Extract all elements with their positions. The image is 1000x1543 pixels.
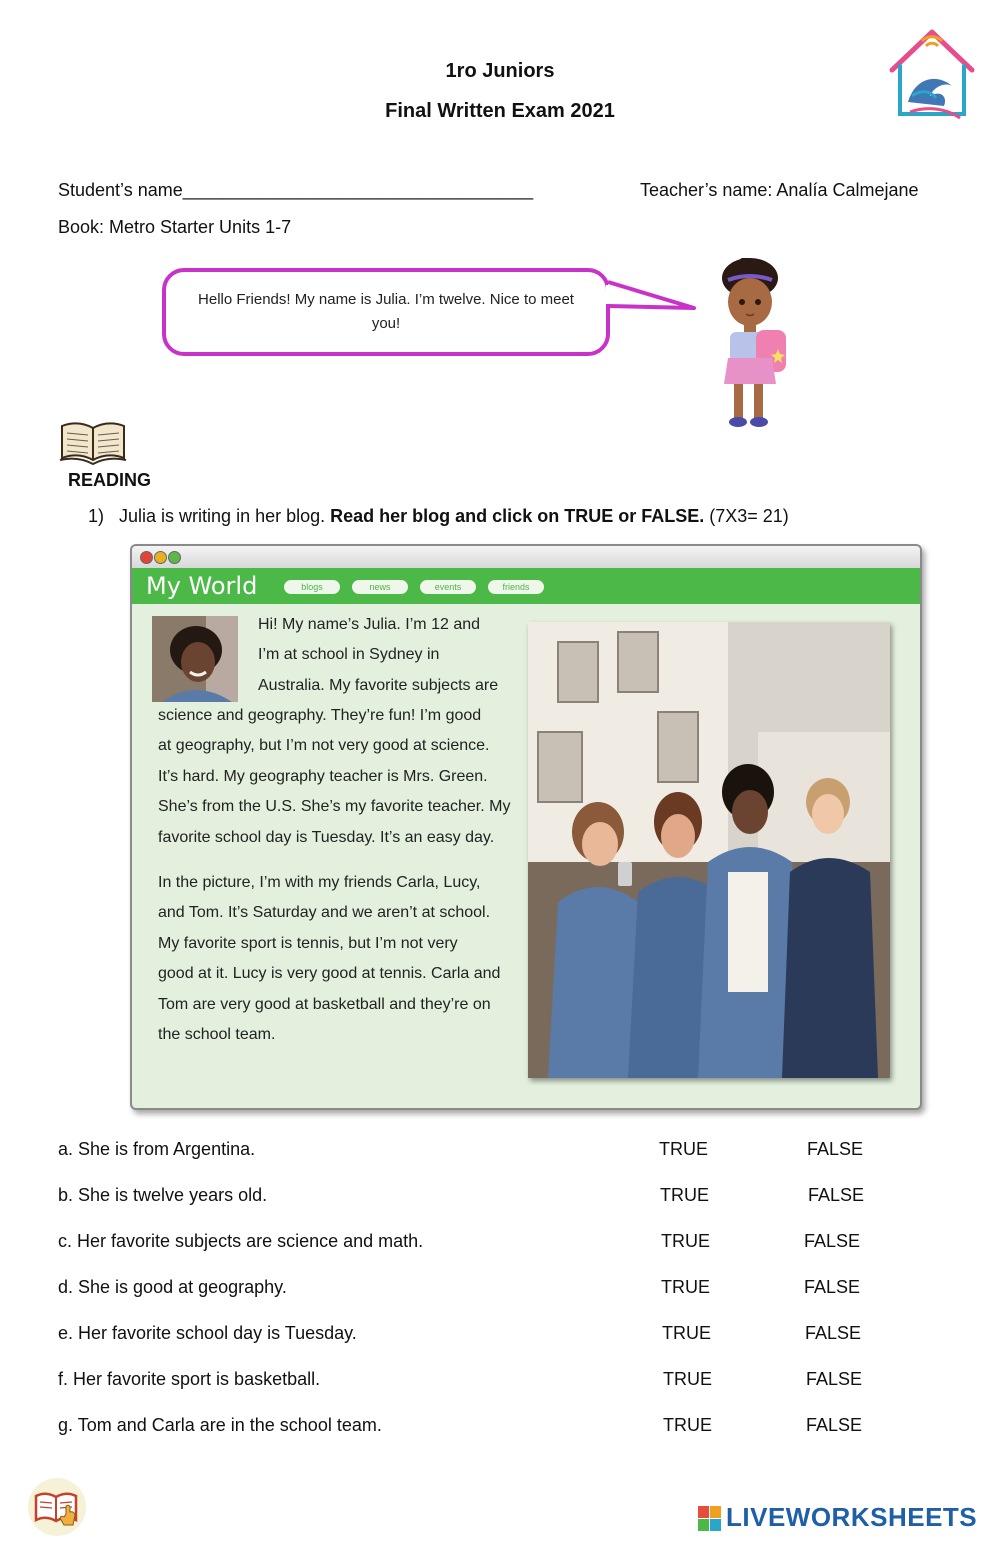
liveworksheets-brand: LIVEWORKSHEETS xyxy=(726,1502,978,1532)
false-option[interactable]: FALSE xyxy=(804,1277,861,1297)
friends-photo xyxy=(528,622,890,1078)
maximize-dot-icon xyxy=(168,551,181,564)
false-option[interactable]: FALSE xyxy=(807,1139,864,1159)
nav-news[interactable]: news xyxy=(352,580,408,594)
liveworksheets-badge-icon xyxy=(698,1506,722,1532)
teacher-name: Teacher’s name: Analía Calmejane xyxy=(640,180,919,200)
question-number: 1) xyxy=(88,506,105,526)
student-name-field: Student’s name___________________________________ xyxy=(58,180,534,200)
blog-site-title: My World xyxy=(146,572,258,600)
nav-blogs[interactable]: blogs xyxy=(284,580,340,594)
blog-line: Hi! My name’s Julia. I’m 12 and xyxy=(258,616,481,633)
true-option[interactable]: TRUE xyxy=(663,1369,712,1389)
speech-bubble xyxy=(162,268,610,356)
nav-events[interactable]: events xyxy=(420,580,476,594)
true-option[interactable]: TRUE xyxy=(662,1323,711,1343)
reading-heading: READING xyxy=(68,470,152,490)
blog-line: good at it. Lucy is very good at tennis. Carla and xyxy=(158,965,501,983)
false-option[interactable]: FALSE xyxy=(805,1323,862,1343)
close-dot-icon xyxy=(140,551,153,564)
question-c: c. Her favorite subjects are science and math. xyxy=(58,1231,424,1251)
question-a: a. She is from Argentina. xyxy=(58,1139,256,1159)
false-option[interactable]: FALSE xyxy=(806,1369,863,1389)
blog-line: Tom are very good at basketball and they’re on xyxy=(158,995,491,1013)
true-option[interactable]: TRUE xyxy=(661,1277,710,1297)
blog-line: and Tom. It’s Saturday and we aren’t at school. xyxy=(158,904,491,922)
blog-intro xyxy=(258,610,498,701)
blog-line: the school team. xyxy=(158,1026,276,1044)
book-info: Book: Metro Starter Units 1-7 xyxy=(58,217,292,237)
speech-bubble-tail xyxy=(606,276,698,318)
question-e: e. Her favorite school day is Tuesday. xyxy=(58,1323,357,1343)
question-points: (7X3= 21) xyxy=(709,506,789,526)
minimize-dot-icon xyxy=(154,551,167,564)
true-option[interactable]: TRUE xyxy=(659,1139,708,1159)
reading-question xyxy=(88,506,789,527)
blog-line: She’s from the U.S. She’s my favorite teacher. My xyxy=(158,798,511,816)
false-option[interactable]: FALSE xyxy=(804,1231,861,1251)
question-instruction: Read her blog and click on TRUE or FALSE. xyxy=(330,506,705,526)
blog-line: favorite school day is Tuesday. It’s an easy day. xyxy=(158,828,495,846)
speech-bubble-text: Hello Friends! My name is Julia. I’m twelve. Nice to meet you! xyxy=(198,291,574,332)
blog-line: science and geography. They’re fun! I’m good xyxy=(158,707,482,724)
false-option[interactable]: FALSE xyxy=(806,1415,863,1435)
question-f: f. Her favorite sport is basketball. xyxy=(58,1369,321,1389)
blog-line: Australia. My favorite subjects are xyxy=(258,676,499,694)
julia-avatar xyxy=(152,616,238,702)
question-plain: Julia is writing in her blog. xyxy=(119,506,326,526)
blog-line: In the picture, I’m with my friends Carla, Lucy, xyxy=(158,874,481,891)
question-d: d. She is good at geography. xyxy=(58,1277,287,1297)
question-g: g. Tom and Carla are in the school team. xyxy=(58,1415,382,1435)
blog-line: at geography, but I’m not very good at science. xyxy=(158,737,490,755)
question-b: b. She is twelve years old. xyxy=(58,1185,268,1205)
blog-header-bar xyxy=(132,568,920,604)
false-option[interactable]: FALSE xyxy=(808,1185,865,1205)
blog-paragraph-1 xyxy=(158,701,510,853)
browser-titlebar xyxy=(132,546,920,569)
nav-friends[interactable]: friends xyxy=(488,580,544,594)
true-option[interactable]: TRUE xyxy=(660,1185,709,1205)
true-option[interactable]: TRUE xyxy=(663,1415,712,1435)
blog-paragraph-2 xyxy=(158,868,500,1050)
blog-window xyxy=(130,544,922,1110)
open-book-icon xyxy=(58,418,128,466)
blog-line: It’s hard. My geography teacher is Mrs. Green. xyxy=(158,767,488,785)
blog-line: My favorite sport is tennis, but I’m not very xyxy=(158,934,458,952)
exam-title: Final Written Exam 2021 xyxy=(385,100,615,122)
interactive-book-icon[interactable] xyxy=(24,1476,90,1538)
exam-group-title: 1ro Juniors xyxy=(445,60,555,82)
true-option[interactable]: TRUE xyxy=(661,1231,710,1251)
blog-line: I’m at school in Sydney in xyxy=(258,646,440,664)
julia-illustration xyxy=(708,258,790,434)
